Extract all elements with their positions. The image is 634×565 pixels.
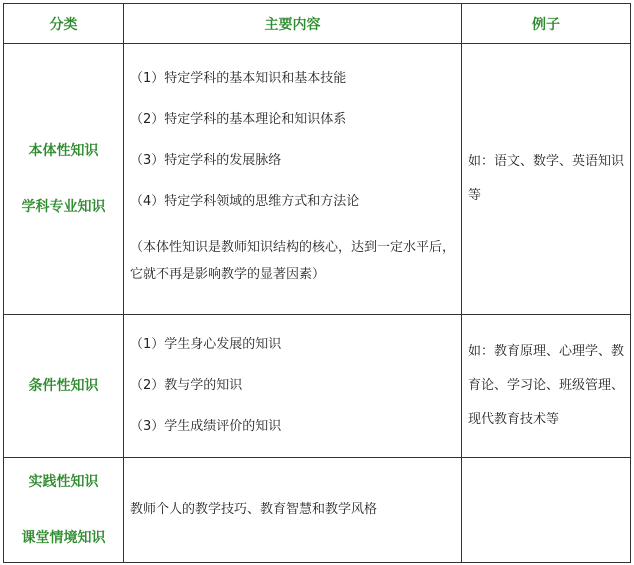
- content-cell: [124, 458, 462, 563]
- content-item: （2）教与学的知识: [130, 378, 243, 393]
- content-item: （4）特定学科领域的思维方式和方法论: [130, 194, 360, 209]
- header-example: 例子: [462, 4, 631, 44]
- header-content: 主要内容: [124, 4, 462, 44]
- category-cell: [4, 44, 124, 315]
- content-cell: [124, 44, 462, 315]
- content-cell: [124, 315, 462, 458]
- spacer: [4, 492, 123, 528]
- category-cell: [4, 315, 124, 458]
- content-text: 教师个人的教学技巧、教育智慧和教学风格: [130, 502, 378, 517]
- content-note: （本体性知识是教师知识结构的核心，达到一定水平后，它就不再是影响教学的显著因素）: [130, 240, 456, 282]
- header-category: 分类: [4, 4, 124, 44]
- spacer: [4, 161, 123, 197]
- category-label: 课堂情境知识: [21, 530, 106, 546]
- category-cell: [4, 458, 124, 563]
- header-row: [4, 4, 631, 44]
- category-label: 本体性知识: [28, 143, 99, 159]
- category-label: 实践性知识: [28, 474, 99, 490]
- table-row: [4, 44, 631, 315]
- example-cell: 如：教育原理、心理学、教育论、学习论、班级管理、现代教育技术等: [462, 315, 631, 458]
- table-row: [4, 458, 631, 563]
- content-item: （3）特定学科的发展脉络: [130, 153, 282, 168]
- category-label: 学科专业知识: [21, 199, 106, 215]
- table-row: [4, 315, 631, 458]
- category-label: 条件性知识: [28, 378, 99, 394]
- content-item: （2）特定学科的基本理论和知识体系: [130, 112, 347, 127]
- knowledge-table: [3, 3, 631, 563]
- content-item: （1）学生身心发展的知识: [130, 337, 282, 352]
- content-item: （1）特定学科的基本知识和基本技能: [130, 71, 347, 86]
- example-cell: 如：语文、数学、英语知识等: [462, 44, 631, 315]
- content-item: （3）学生成绩评价的知识: [130, 419, 282, 434]
- example-cell: [462, 458, 631, 563]
